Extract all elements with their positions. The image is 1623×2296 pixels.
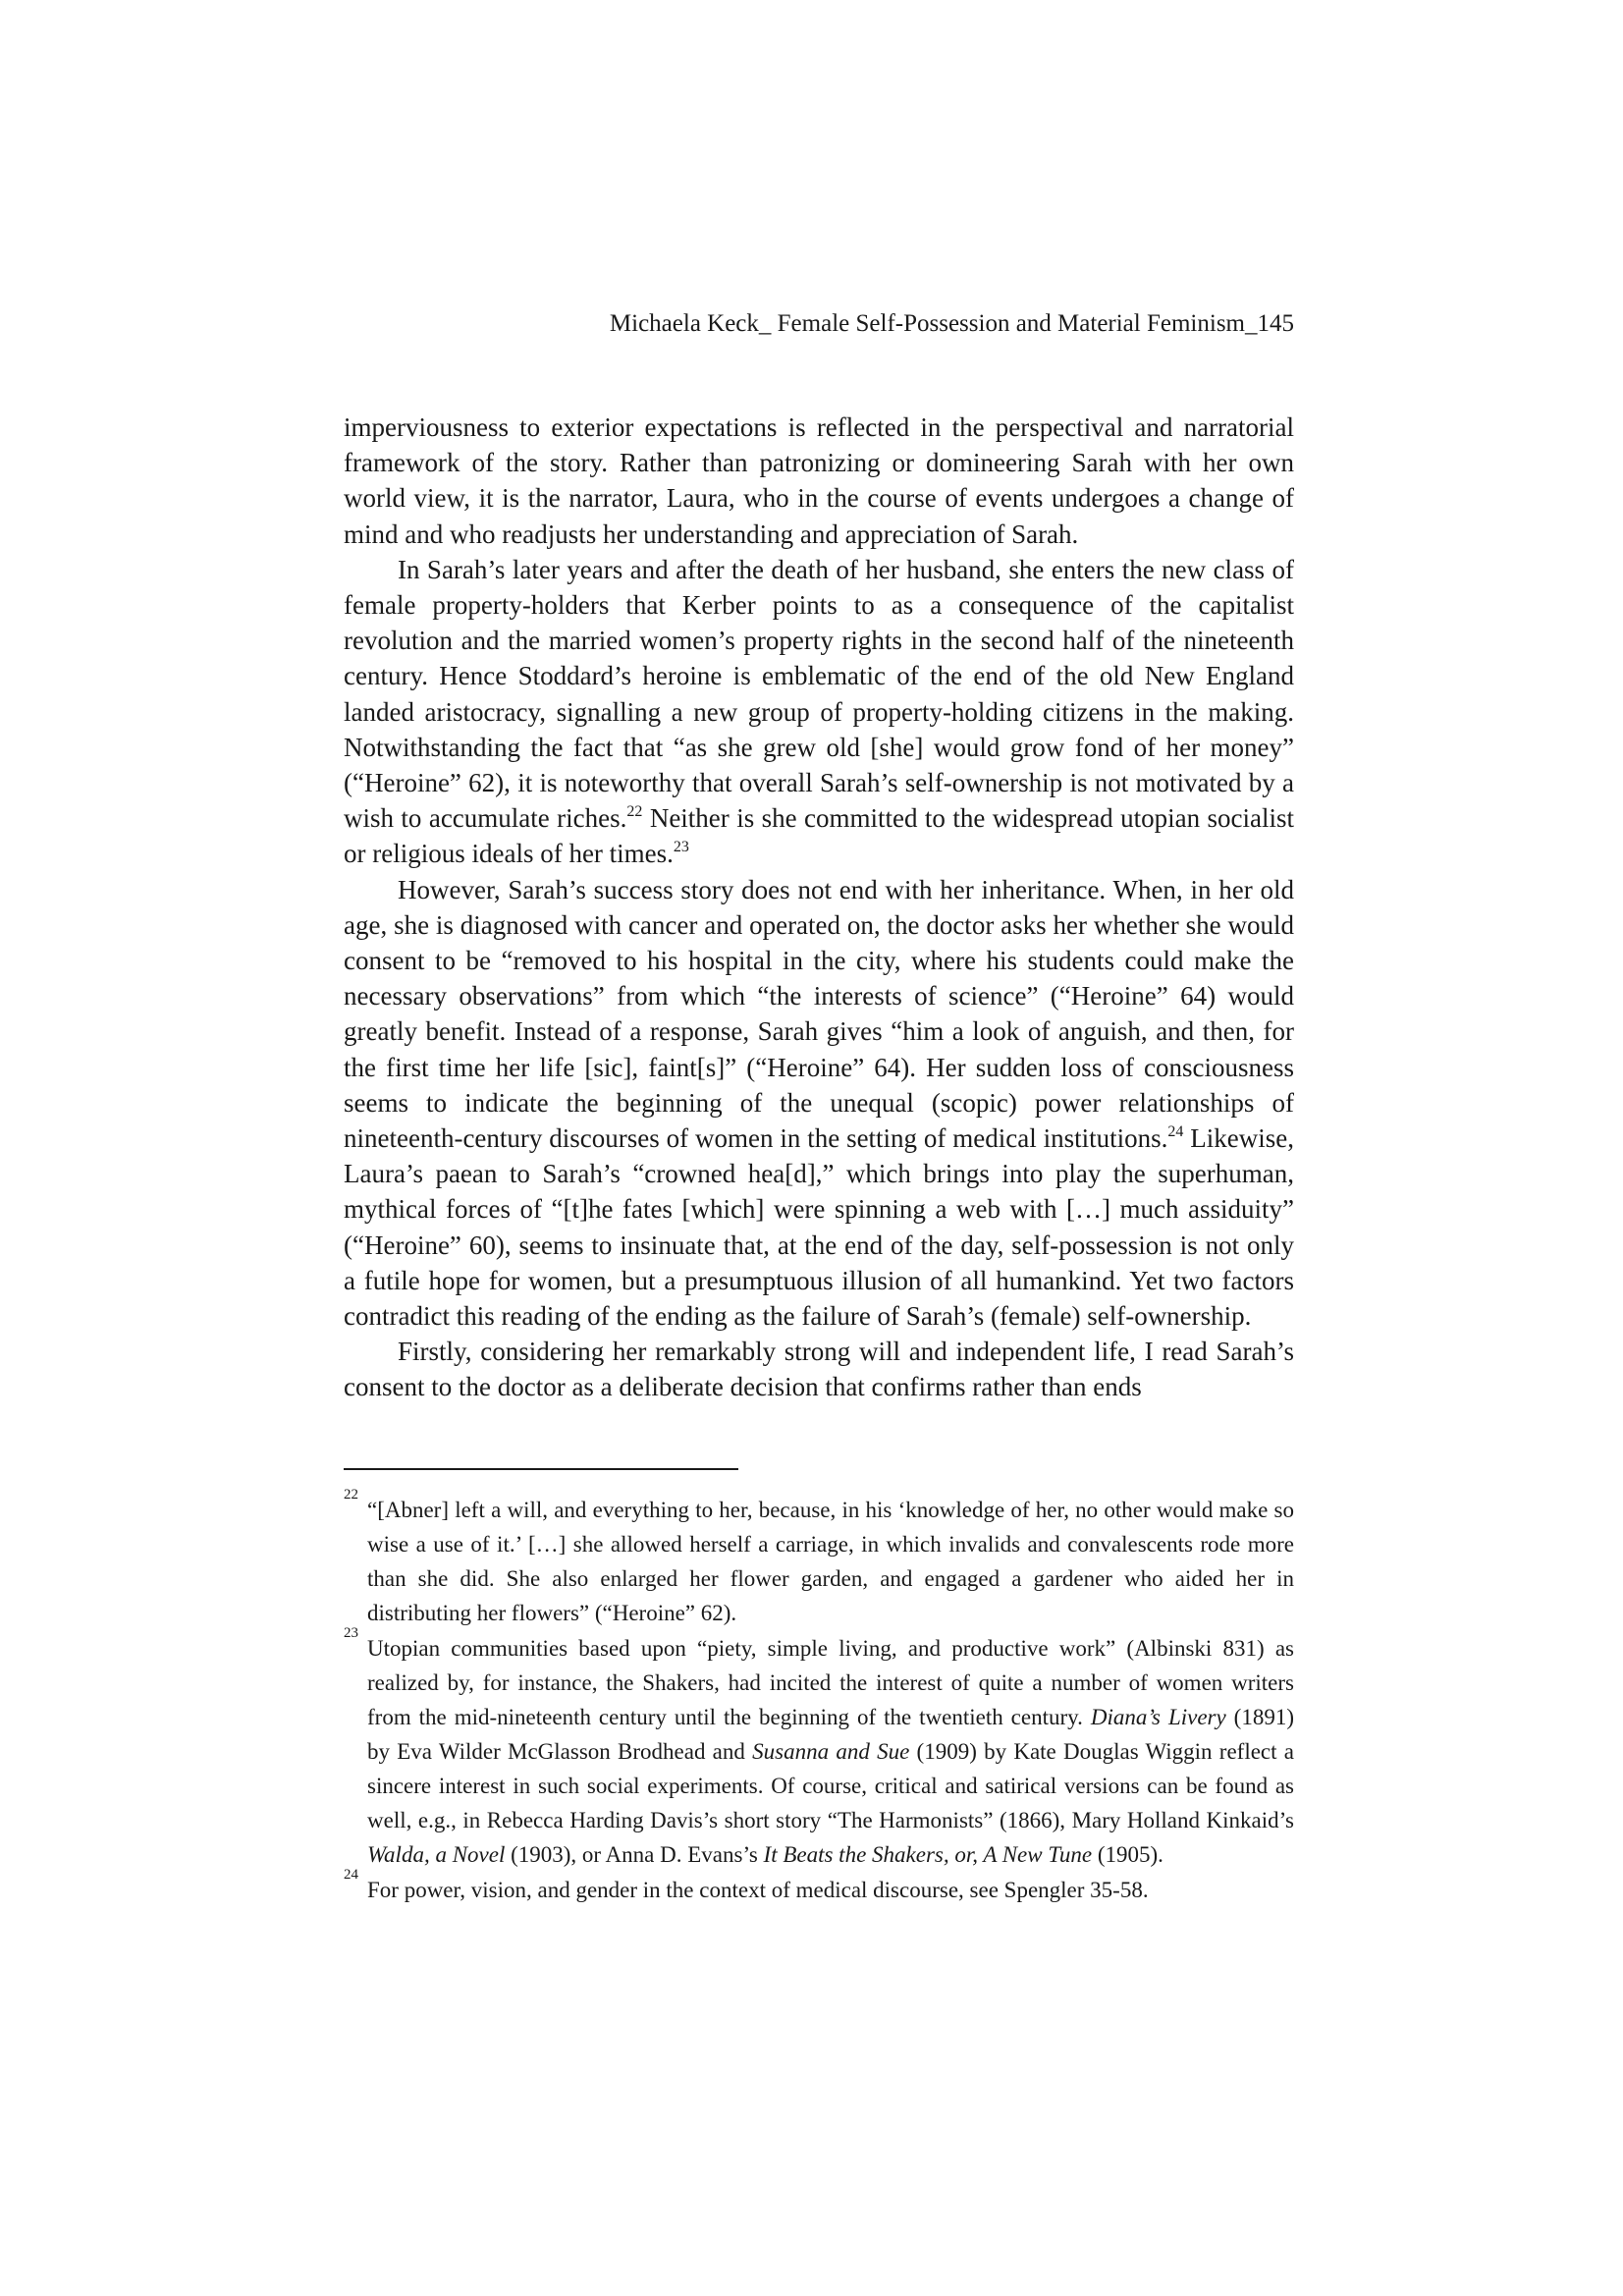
italic-title: Diana’s Livery <box>1090 1705 1226 1729</box>
text-run: Likewise, Laura’s paean to Sarah’s “crowned hea[d],” which brings into play the superhuman, mythical forces of “[t]he fates [which] were spinning a web with […] much assiduity” (“Heroine” 60), seems to insinuate that, at the end of the day, self-possession is not only a futile hope for women, but a presumptuous illusion of all humankind. Yet two factors contradict this reading of the ending as the failure of Sarah’s (female) self-ownership. <box>344 1123 1294 1332</box>
text-run: Neither is she committed to the widespread utopian socialist or religious ideals of her times. <box>344 803 1294 869</box>
text-run: For power, vision, and gender in the context of medical discourse, see Spengler 35-58. <box>367 1878 1149 1902</box>
footnote-number: 22 <box>344 1487 358 1503</box>
body-paragraph <box>344 552 1294 872</box>
footnote-number: 23 <box>344 1625 358 1641</box>
footnotes <box>344 1487 1294 1908</box>
text-run: “[Abner] left a will, and everything to her, because, in his ‘knowledge of her, no other would make so wise a use of it.’ […] she allowed herself a carriage, in which invalids and convalescents rode more than she did. She also enlarged her flower garden, and engaged a gardener who aided her in distributing her flowers” (“Heroine” 62). <box>367 1498 1294 1625</box>
text-run: (1909) by Kate Douglas Wiggin reflect a sincere interest in such social experiments. Of course, critical and satirical versions can be found as well, e.g., in Rebecca Harding Davis’s short story “The Harmonists” (1866), Mary Holland Kinkaid’s <box>367 1739 1294 1832</box>
text-run: Firstly, considering her remarkably strong will and independent life, I read Sarah’s consent to the doctor as a deliberate decision that confirms rather than ends <box>344 1337 1294 1402</box>
footnote-reference: 23 <box>673 839 689 856</box>
text-run: In Sarah’s later years and after the death of her husband, she enters the new class of female property-holders that Kerber points to as a consequence of the capitalist revolution and the married women’s property rights in the second half of the nineteenth century. Hence Stoddard’s heroine is emblematic of the end of the old New England landed aristocracy, signalling a new group of property-holding citizens in the making. Notwithstanding the fact that “as she grew old [she] would grow fond of her money” (“Heroine” 62), it is noteworthy that overall Sarah’s self-ownership is not motivated by a wish to accumulate riches. <box>344 554 1294 834</box>
footnote-number: 24 <box>344 1867 358 1883</box>
footnote-text <box>367 1873 1294 1907</box>
body-paragraph <box>344 872 1294 1335</box>
footnote-text <box>367 1631 1294 1872</box>
text-run: However, Sarah’s success story does not end with her inheritance. When, in her old age, she is diagnosed with cancer and operated on, the doctor asks her whether she would consent to be “removed to his hospital in the city, where his students could make the necessary observations” from which “the interests of science” (“Heroine” 64) would greatly benefit. Instead of a response, Sarah gives “him a look of anguish, and then, for the first time her life [sic], faint[s]” (“Heroine” 64). Her sudden loss of consciousness seems to indicate the beginning of the unequal (scopic) power relationships of nineteenth-century discourses of women in the setting of medical institutions. <box>344 874 1294 1154</box>
footnote-text <box>367 1493 1294 1630</box>
text-run: (1905). <box>1092 1842 1163 1867</box>
body-paragraph <box>344 1334 1294 1404</box>
italic-title: Walda, a Novel <box>367 1842 506 1867</box>
running-head: Michaela Keck_ Female Self-Possession and Material Feminism_145 <box>609 310 1294 337</box>
text-run: (1891) by Eva Wilder McGlasson Brodhead and <box>367 1705 1294 1764</box>
footnote <box>344 1867 1294 1907</box>
footnote-reference: 24 <box>1167 1123 1184 1141</box>
text-run: imperviousness to exterior expectations is reflected in the perspectival and narratorial framework of the story. Rather than patronizing or domineering Sarah with her own world view, it is the narrator, Laura, who in the course of events undergoes a change of mind and who readjusts her understanding and appreciation of Sarah. <box>344 412 1294 549</box>
italic-title: Susanna and Sue <box>752 1739 910 1764</box>
footnote <box>344 1487 1294 1630</box>
footnote-separator-rule <box>344 1468 738 1470</box>
footnote-reference: 22 <box>626 803 643 821</box>
footnote <box>344 1625 1294 1872</box>
body-text <box>344 410 1294 1405</box>
italic-title: It Beats the Shakers, or, A New Tune <box>763 1842 1093 1867</box>
text-run: Utopian communities based upon “piety, simple living, and productive work” (Albinski 831) as realized by, for instance, the Shakers, had incited the interest of quite a number of women writers from the mid-nineteenth century until the beginning of the twentieth century. <box>367 1636 1294 1729</box>
body-paragraph <box>344 410 1294 552</box>
text-run: (1903), or Anna D. Evans’s <box>505 1842 764 1867</box>
